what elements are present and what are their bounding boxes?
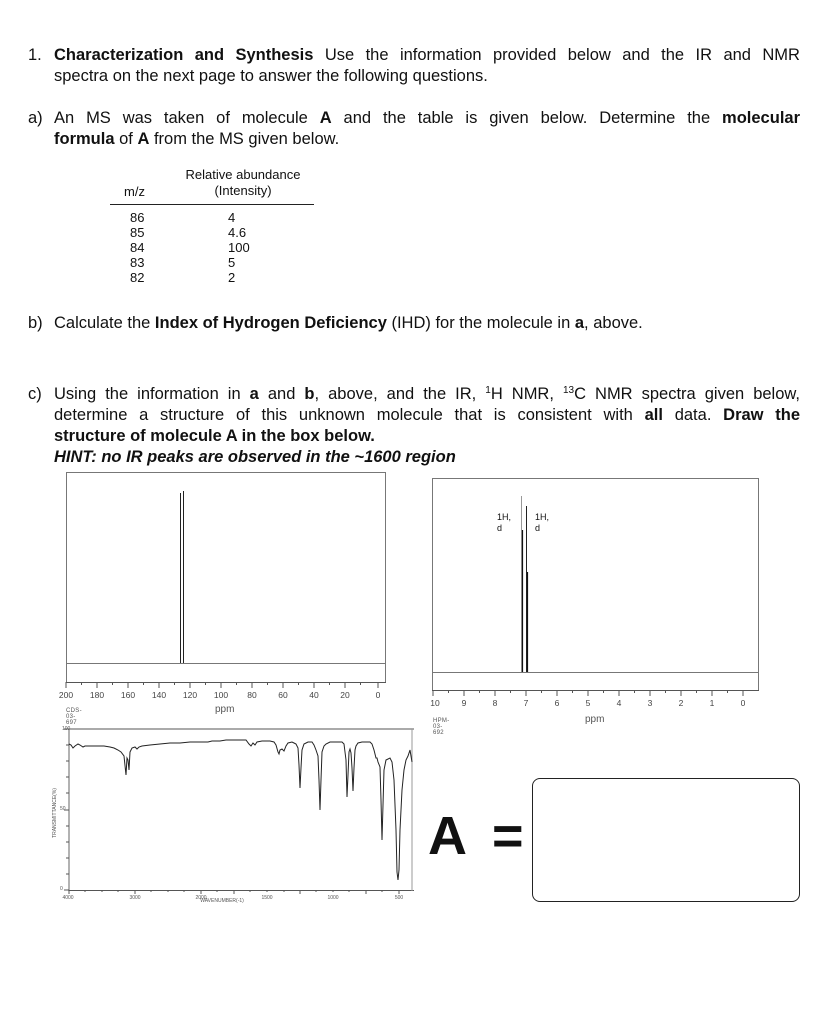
tick-label: 5 <box>585 698 591 708</box>
part-a-label: a) <box>28 109 43 127</box>
x-tick-label: 1500 <box>261 895 273 901</box>
intro-text: Use the information provided below and the IR and NMR <box>313 46 800 64</box>
tick-label: 4 <box>616 698 622 708</box>
tick-label: 80 <box>247 690 257 700</box>
x-tick-label: 3000 <box>129 895 141 901</box>
ir-plot <box>0 0 420 910</box>
bold-A: A <box>137 130 150 148</box>
mz-cell: 85 <box>130 225 145 240</box>
spectrum-id: HPM-03-692 <box>433 718 450 736</box>
x-tick-label: 4000 <box>62 895 74 901</box>
part-b-label: b) <box>28 314 43 332</box>
tick-label: 6 <box>554 698 560 708</box>
axis-label-ppm: ppm <box>215 704 235 715</box>
structure-answer-box[interactable] <box>532 778 800 902</box>
equals-sign: = <box>492 806 524 866</box>
text: , above, and the IR, <box>314 385 486 403</box>
tick-label: 120 <box>182 690 198 700</box>
tick-label: 20 <box>340 690 350 700</box>
text: (IHD) for the molecule in <box>386 314 575 332</box>
tick-label: 140 <box>151 690 167 700</box>
bold-draw: Draw the <box>723 406 801 424</box>
tick-label: 1 <box>709 698 715 708</box>
bold-instruction: structure of molecule A in the box below. <box>54 427 375 445</box>
text: determine a structure of this unknown molecule that is consistent with <box>54 406 645 424</box>
y-tick-label: 100 <box>62 726 71 732</box>
tick-label: 3 <box>647 698 653 708</box>
x-tick-label: 2000 <box>195 895 207 901</box>
intensity-cell: 100 <box>228 240 250 255</box>
mz-cell: 82 <box>130 270 145 285</box>
y-tick-label: 50 <box>60 806 66 812</box>
axis-label-ppm: ppm <box>585 714 605 725</box>
x-axis-label: WAVENUMBER(-1) <box>200 898 244 904</box>
text: from the MS given below. <box>149 130 340 148</box>
y-tick-label: 0 <box>60 886 63 892</box>
x-tick-label: 1000 <box>327 895 339 901</box>
text: C NMR spectra given below, <box>574 385 800 403</box>
tick-label: 2 <box>678 698 684 708</box>
mz-cell: 84 <box>130 240 145 255</box>
tick-label: 0 <box>740 698 746 708</box>
text: of <box>114 130 138 148</box>
peak-annotation <box>497 512 511 534</box>
tick-label: 8 <box>492 698 498 708</box>
text: and <box>258 385 305 403</box>
tick-label: 200 <box>58 690 74 700</box>
bold-a: a <box>574 314 585 332</box>
tick-label: 0 <box>375 690 381 700</box>
superscript: 1 <box>485 385 491 396</box>
text: and the table is given below. Determine the <box>331 109 723 127</box>
question-number: 1. <box>28 46 42 64</box>
mz-cell: 83 <box>130 255 145 270</box>
text: data. <box>662 406 724 424</box>
header-line: (Intensity) <box>214 183 272 198</box>
bold-formula: formula <box>54 130 115 148</box>
part-c-label: c) <box>28 385 42 403</box>
tick-label: 9 <box>461 698 467 708</box>
tick-label: 60 <box>278 690 288 700</box>
multiplicity: d <box>535 523 541 533</box>
tick-label: 160 <box>120 690 136 700</box>
question-title: Characterization and Synthesis <box>54 46 314 64</box>
tick-label: 100 <box>213 690 229 700</box>
x-tick-label: 500 <box>394 895 404 901</box>
bold-A: A <box>319 109 332 127</box>
peak-annotation <box>535 512 549 534</box>
text: Calculate the <box>54 314 155 332</box>
mz-cell: 86 <box>130 210 145 225</box>
tick-label: 40 <box>309 690 319 700</box>
answer-label: A <box>428 806 467 866</box>
intensity-cell: 4.6 <box>228 225 247 240</box>
header-line: Relative abundance <box>185 167 301 182</box>
intensity-cell: 5 <box>228 255 236 270</box>
bold-all: all <box>644 406 663 424</box>
intensity-cell: 4 <box>228 210 236 225</box>
tick-label: 180 <box>89 690 105 700</box>
bold-ihd: Index of Hydrogen Deficiency <box>154 314 387 332</box>
spectrum-id: CDS-03-697 <box>66 708 82 726</box>
superscript: 13 <box>562 385 575 396</box>
intensity-cell: 2 <box>228 270 236 285</box>
header-mz: m/z <box>124 184 145 199</box>
text: An MS was taken of molecule <box>54 109 320 127</box>
tick-label: 7 <box>523 698 529 708</box>
integration: 1H, <box>535 512 550 522</box>
text: H NMR, <box>490 385 563 403</box>
multiplicity: d <box>497 523 503 533</box>
text: , above. <box>584 314 643 332</box>
bold-molecular: molecular <box>722 109 800 127</box>
bold-b: b <box>304 385 315 403</box>
bold-a: a <box>249 385 259 403</box>
y-axis-label: TRANSMITTANCE(%) <box>51 788 58 838</box>
hint-text: HINT: no IR peaks are observed in the ~1600 region <box>54 448 456 466</box>
intro-line-2: spectra on the next page to answer the following questions. <box>54 67 488 85</box>
text: Using the information in <box>54 385 250 403</box>
integration: 1H, <box>497 512 512 522</box>
tick-label: 10 <box>430 698 440 708</box>
